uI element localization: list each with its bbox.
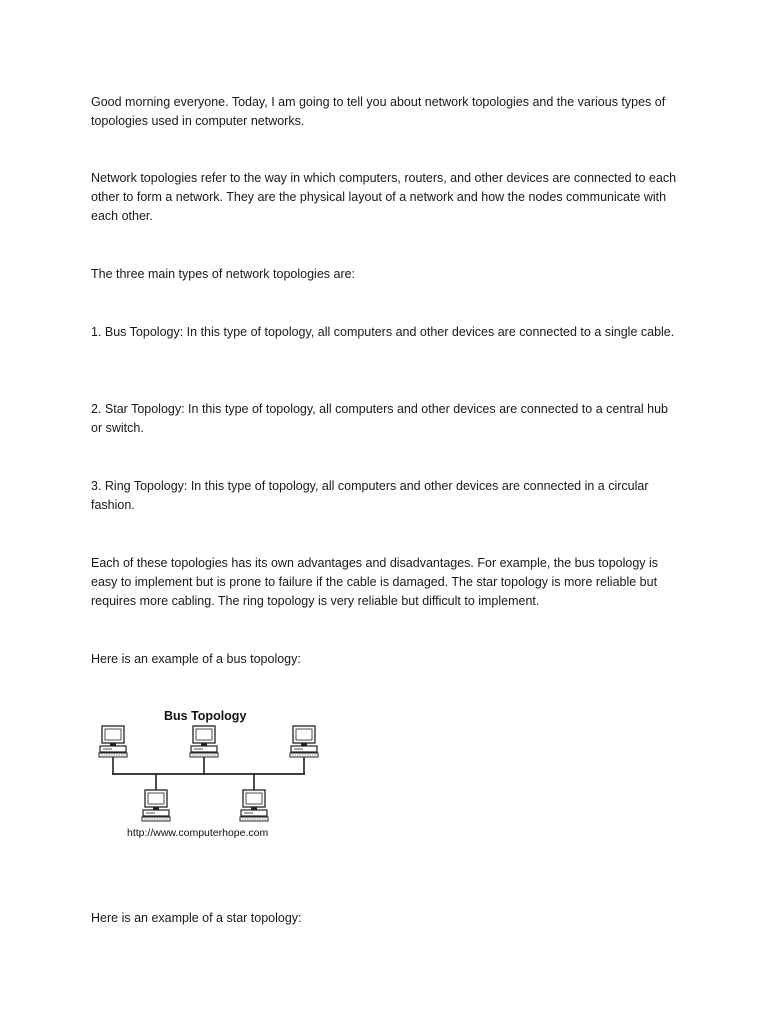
bus-topology-diagram: [91, 700, 331, 845]
paragraph-types-intro: The three main types of network topologies are:: [91, 267, 356, 281]
paragraph-bus-topology: 1. Bus Topology: In this type of topology, all computers and other devices are connected to a single cable.: [91, 325, 675, 339]
figure-caption: http://www.computerhope.com: [127, 827, 269, 839]
computer-icon: [240, 790, 268, 821]
paragraph-star-example: Here is an example of a star topology:: [91, 911, 302, 925]
paragraph-bus-example: Here is an example of a bus topology:: [91, 652, 301, 666]
computer-icon: [99, 726, 127, 757]
paragraph-advantages: Each of these topologies has its own advantages and disadvantages. For example, the bus topology is easy to implement but is prone to failure if the cable is damaged. The star topology is more reliable but requires more cabling. The ring topology is very reliable but difficult to implement.: [91, 556, 659, 609]
computer-icon: [190, 726, 218, 757]
paragraph-star-topology: 2. Star Topology: In this type of topology, all computers and other devices are connected to a central hub or switch.: [91, 402, 668, 436]
paragraph-definition: Network topologies refer to the way in which computers, routers, and other devices are connected to each other to form a network. They are the physical layout of a network and how the nodes communicate with each other.: [91, 171, 677, 224]
bus-topology-figure: [91, 700, 331, 845]
paragraph-intro: Good morning everyone. Today, I am going to tell you about network topologies and the various types of topologies used in computer networks.: [91, 95, 666, 129]
figure-title: Bus Topology: [164, 709, 247, 723]
paragraph-ring-topology: 3. Ring Topology: In this type of topology, all computers and other devices are connected in a circular fashion.: [91, 479, 649, 513]
computer-icon: [142, 790, 170, 821]
computer-icon: [290, 726, 318, 757]
